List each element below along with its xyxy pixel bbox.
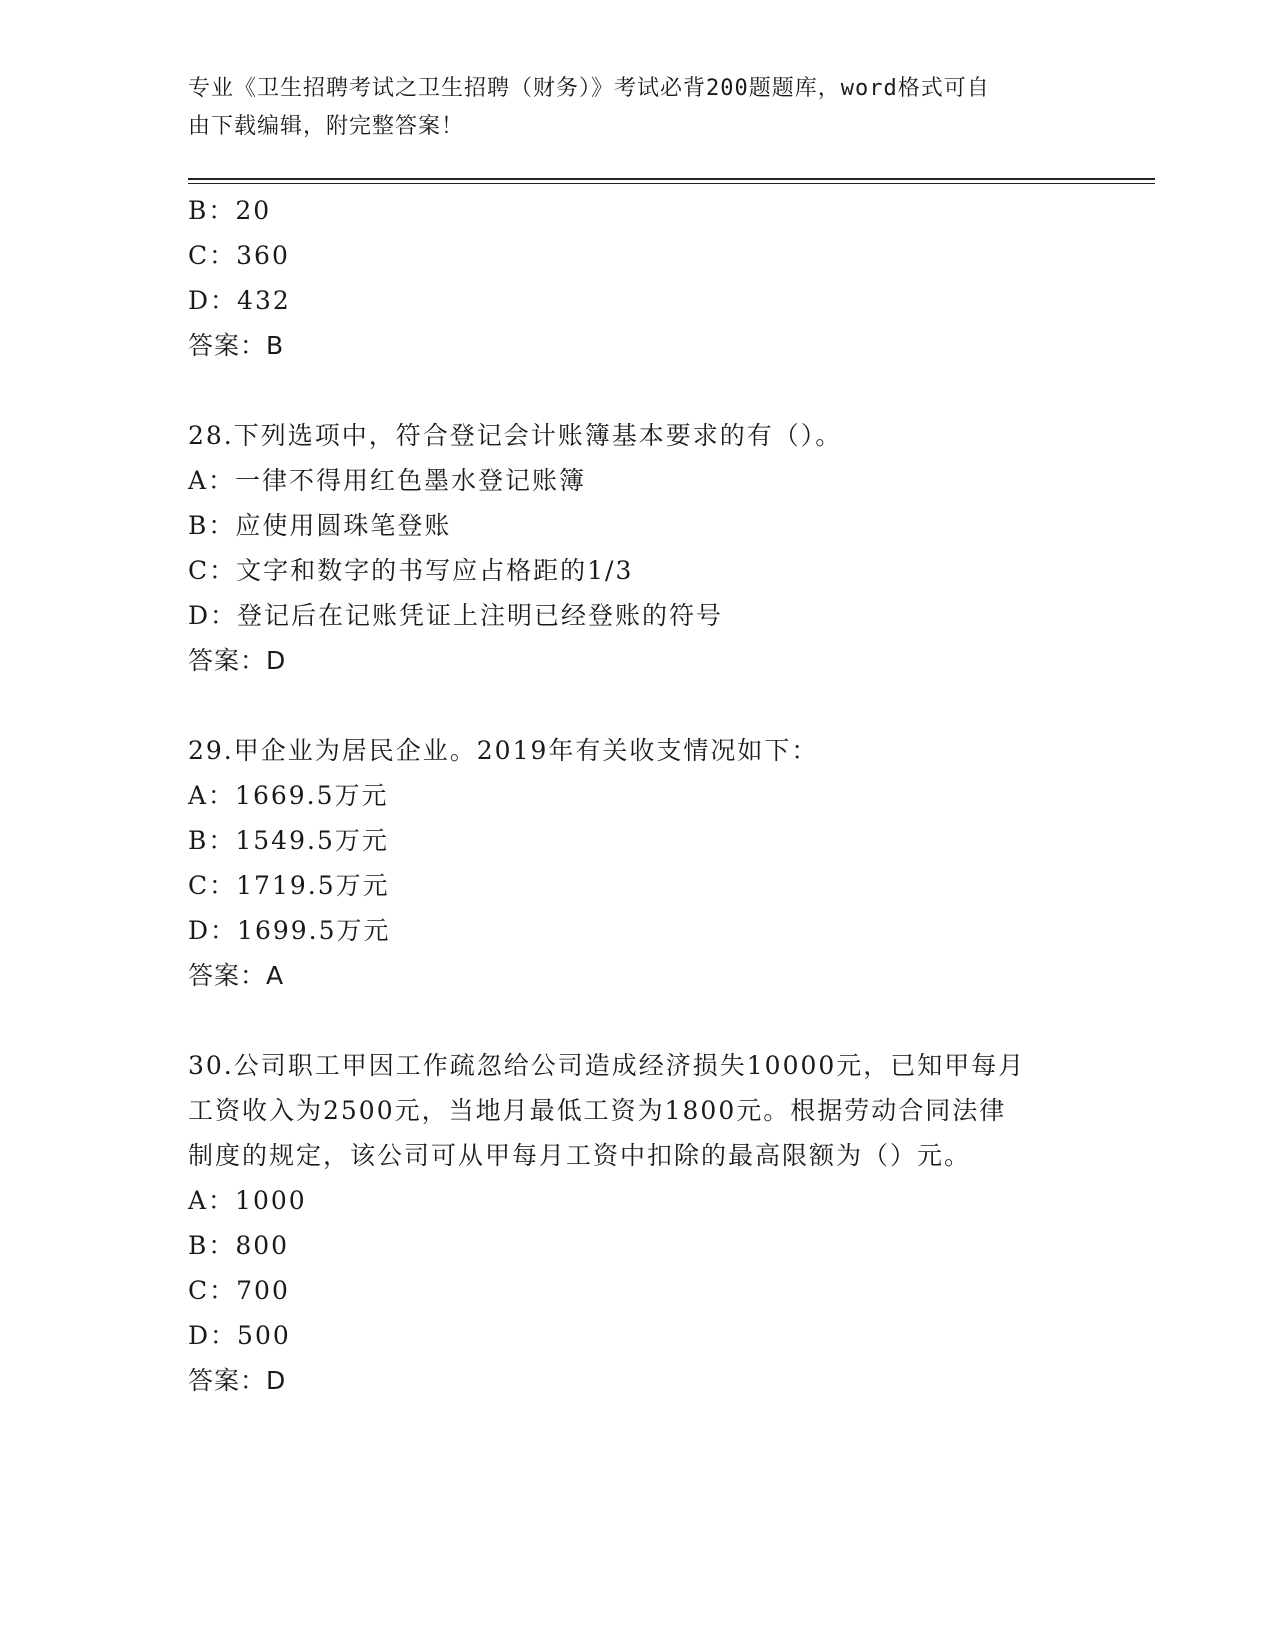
header-line-2: 由下载编辑，附完整答案！ (188, 114, 465, 139)
q30-question-line-1: 30.公司职工甲因工作疏忽给公司造成经济损失10000元，已知甲每月 (188, 1051, 1026, 1080)
q28-answer: 答案：D (188, 646, 287, 675)
q28-option-a: A：一律不得用红色墨水登记账簿 (188, 466, 587, 495)
q27-answer: 答案：B (188, 331, 285, 360)
q29-option-c: C：1719.5万元 (188, 871, 390, 900)
q27-option-c: C：360 (188, 241, 290, 270)
q30-option-c: C：700 (188, 1276, 290, 1305)
q29-option-d: D：1699.5万元 (188, 916, 391, 945)
q29-option-a: A：1669.5万元 (188, 781, 389, 810)
q28-option-c: C：文字和数字的书写应占格距的1/3 (188, 556, 634, 585)
q30-question-line-3: 制度的规定，该公司可从甲每月工资中扣除的最高限额为（）元。 (188, 1141, 972, 1170)
q27-option-b: B：20 (188, 196, 272, 225)
q29-answer: 答案：A (188, 961, 285, 990)
q28-option-b: B：应使用圆珠笔登账 (188, 511, 452, 540)
q28-question: 28.下列选项中，符合登记会计账簿基本要求的有（）。 (188, 421, 843, 450)
q30-option-b: B：800 (188, 1231, 290, 1260)
q29-option-b: B：1549.5万元 (188, 826, 389, 855)
q30-answer: 答案：D (188, 1366, 287, 1395)
q30-question-line-2: 工资收入为2500元，当地月最低工资为1800元。根据劳动合同法律 (188, 1096, 1007, 1125)
q27-option-d: D：432 (188, 286, 291, 315)
q28-option-d: D：登记后在记账凭证上注明已经登账的符号 (188, 601, 724, 630)
header-divider-thick (188, 178, 1155, 180)
q30-option-a: A：1000 (188, 1186, 307, 1215)
header-divider-thin (188, 183, 1155, 184)
q30-option-d: D：500 (188, 1321, 291, 1350)
document-header (188, 70, 1068, 146)
header-line-1: 专业《卫生招聘考试之卫生招聘（财务）》考试必背200题题库，word格式可自 (188, 76, 990, 101)
q29-question: 29.甲企业为居民企业。2019年有关收支情况如下： (188, 736, 819, 765)
